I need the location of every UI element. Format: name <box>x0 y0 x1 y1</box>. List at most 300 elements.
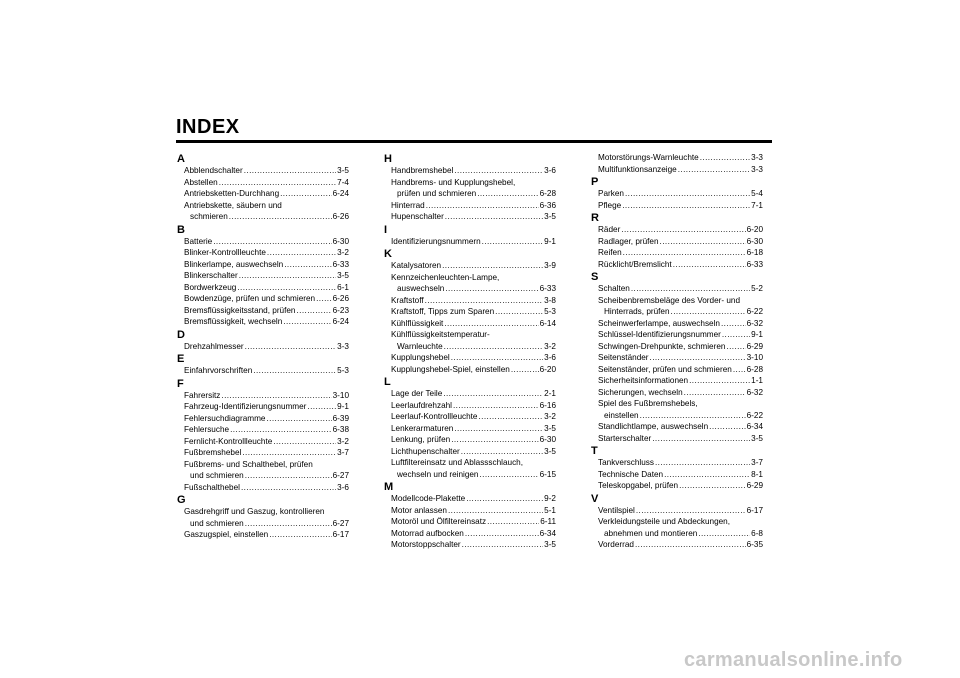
dot-leader <box>640 410 746 422</box>
index-entry-page: 6-30 <box>746 236 763 246</box>
index-letter-heading: R <box>591 212 599 224</box>
index-entry <box>177 413 349 425</box>
dot-leader <box>242 447 336 459</box>
index-entry <box>384 318 556 330</box>
page-title: INDEX <box>176 116 240 138</box>
index-entry-term: Fußschalthebel <box>184 482 240 492</box>
index-entry-page: 6-8 <box>751 528 763 538</box>
index-entry <box>384 341 556 353</box>
index-entry <box>384 539 556 551</box>
index-entry <box>384 236 556 248</box>
dot-leader <box>689 375 750 387</box>
index-entry <box>384 306 556 318</box>
dot-leader <box>621 224 745 236</box>
dot-leader <box>426 200 539 212</box>
dot-leader <box>482 236 544 248</box>
dot-leader <box>284 259 331 271</box>
dot-leader <box>466 493 543 505</box>
dot-leader <box>652 433 750 445</box>
dot-leader <box>245 470 332 482</box>
index-entry-page: 6-17 <box>332 530 349 539</box>
index-entry-page: 3-7 <box>751 458 763 467</box>
index-entry-page: 7-1 <box>751 200 763 210</box>
index-entry-term: Vorderrad <box>598 540 634 549</box>
index-entry-page: 3-10 <box>746 353 763 362</box>
index-letter-heading: B <box>177 223 185 236</box>
index-letter-heading: A <box>177 153 185 165</box>
index-entry-term: Hinterrads, prüfen <box>604 307 670 316</box>
index-entry <box>384 200 556 212</box>
index-entry-page: 3-2 <box>337 248 349 257</box>
index-letter-heading: H <box>384 153 392 165</box>
index-entry-page: 6-17 <box>746 505 763 515</box>
index-entry-term: Motorrad aufbocken <box>391 528 464 538</box>
dot-leader <box>664 469 750 481</box>
dot-leader <box>733 364 746 376</box>
dot-leader <box>443 388 543 400</box>
dot-leader <box>631 283 750 295</box>
index-entry-text: Fußbrems- und Schalthebel, prüfen <box>184 459 313 469</box>
index-entry <box>177 341 349 353</box>
index-entry-term: Batterie <box>184 236 213 246</box>
index-entry-page: 6-36 <box>539 200 556 210</box>
index-entry-text: Verkleidungsteile und Abdeckungen, <box>598 517 731 526</box>
index-entry-page: 6-14 <box>539 318 556 328</box>
dot-leader <box>451 434 538 446</box>
index-entry-page: 3-5 <box>751 433 763 443</box>
dot-leader <box>462 539 544 551</box>
dot-leader <box>623 247 746 259</box>
index-entry-term: Bowdenzüge, prüfen und schmieren <box>184 294 316 303</box>
dot-leader <box>454 165 543 177</box>
index-entry-term: und schmieren <box>190 518 244 528</box>
index-entry-term: Katalysatoren <box>391 261 442 270</box>
dot-leader <box>684 387 746 399</box>
index-column-1 <box>177 152 349 541</box>
index-entry <box>177 165 349 177</box>
dot-leader <box>266 413 331 425</box>
index-entry <box>384 411 556 423</box>
index-entry-term: Fernlicht-Kontrollleuchte <box>184 436 273 446</box>
index-letter-heading: K <box>384 248 392 260</box>
index-entry-term: Schlüssel-Identifizierungsnummer <box>598 330 721 339</box>
dot-leader <box>461 446 543 458</box>
dot-leader <box>673 259 746 271</box>
index-entry-page: 3-5 <box>544 446 556 456</box>
index-entry <box>591 375 763 387</box>
dot-leader <box>478 411 543 423</box>
index-entry <box>591 318 763 330</box>
index-entry-term: prüfen und schmieren <box>397 189 477 198</box>
index-entry-page: 3-7 <box>337 448 349 457</box>
index-entry-page: 6-32 <box>746 387 763 397</box>
dot-leader <box>280 188 331 200</box>
index-entry-term: Fehlersuchdiagramme <box>184 413 266 423</box>
index-entry-term: Bremsflüssigkeit, wechseln <box>184 317 283 326</box>
index-letter-heading: L <box>384 376 391 388</box>
index-entry-term: Multifunktionsanzeige <box>598 164 677 174</box>
index-entry-page: 6-29 <box>746 341 763 351</box>
index-entry <box>591 341 763 353</box>
index-entry <box>384 469 556 481</box>
dot-leader <box>445 283 538 295</box>
dot-leader <box>698 528 750 540</box>
dot-leader <box>726 341 745 353</box>
dot-leader <box>448 505 543 517</box>
index-entry-page: 3-2 <box>544 412 556 421</box>
index-entry-page: 9-1 <box>337 402 349 411</box>
index-entry-page: 6-1 <box>337 282 349 292</box>
index-entry-page: 3-5 <box>544 423 556 433</box>
index-entry-term: Räder <box>598 225 621 234</box>
index-entry <box>384 211 556 223</box>
index-entry-term: Rücklicht/Bremslicht <box>598 259 672 269</box>
index-letter-heading: G <box>177 494 186 506</box>
index-entry-term: Blinkerlampe, auswechseln <box>184 259 284 269</box>
index-entry-text: Luftfiltereinsatz und Ablassschlauch, <box>391 458 523 467</box>
index-entry <box>384 516 556 528</box>
index-entry-page: 3-3 <box>337 341 349 351</box>
index-letter-heading: M <box>384 481 394 493</box>
index-entry-term: Leerlauf-Kontrollleuchte <box>391 412 478 421</box>
index-entry <box>177 247 349 259</box>
index-entry-term: Scheinwerferlampe, auswechseln <box>598 318 720 328</box>
index-entry <box>177 188 349 200</box>
index-entry-page: 6-30 <box>332 236 349 246</box>
index-entry-term: Kupplungshebel-Spiel, einstellen <box>391 364 510 374</box>
index-entry-term: Seitenständer <box>598 353 649 362</box>
index-entry <box>384 388 556 400</box>
index-entry-term: wechseln und reinigen <box>397 469 479 479</box>
index-entry <box>591 329 763 341</box>
index-entry-term: Kühlflüssigkeit <box>391 318 444 328</box>
index-entry-term: Motorstoppschalter <box>391 540 461 549</box>
index-entry <box>384 364 556 376</box>
index-entry-page: 3-8 <box>544 295 556 305</box>
index-entry <box>591 224 763 236</box>
index-entry <box>384 400 556 412</box>
index-entry-text: Spiel des Fußbremshebels, <box>598 399 698 408</box>
index-entry-page: 6-30 <box>539 435 556 444</box>
index-entry <box>591 387 763 399</box>
index-entry-page: 3-6 <box>337 482 349 492</box>
index-entry-term: Kraftstoff, Tipps zum Sparen <box>391 307 495 316</box>
index-entry-page: 6-26 <box>332 294 349 303</box>
index-entry <box>591 306 763 318</box>
dot-leader <box>721 318 746 330</box>
index-entry-page: 6-27 <box>332 518 349 528</box>
index-entry-page: 6-20 <box>746 225 763 234</box>
index-entry-page: 3-5 <box>337 166 349 175</box>
dot-leader <box>495 306 543 318</box>
index-entry <box>384 260 556 272</box>
index-entry <box>591 200 763 212</box>
index-entry <box>177 401 349 413</box>
index-entry-page: 6-34 <box>539 528 556 538</box>
index-entry-term: Fahrersitz <box>184 390 221 400</box>
index-entry <box>591 410 763 422</box>
index-entry <box>591 188 763 200</box>
dot-leader <box>650 352 746 364</box>
index-letter-heading: P <box>591 176 599 188</box>
index-entry-page: 5-2 <box>751 284 763 293</box>
index-entry-term: Einfahrvorschriften <box>184 366 253 375</box>
index-entry-page: 3-10 <box>332 390 349 400</box>
dot-leader <box>479 469 538 481</box>
dot-leader <box>445 211 543 223</box>
index-entry-page: 6-38 <box>332 425 349 434</box>
index-entry-page: 6-24 <box>332 189 349 198</box>
index-entry-page: 6-28 <box>539 189 556 198</box>
index-letter-heading: V <box>591 492 599 505</box>
index-entry-page: 6-28 <box>746 364 763 374</box>
dot-leader <box>709 421 745 433</box>
dot-leader <box>307 401 336 413</box>
index-letter-heading: D <box>177 328 185 341</box>
index-letter-heading: S <box>591 271 599 283</box>
index-entry <box>177 529 349 541</box>
index-entry-page: 6-11 <box>540 517 556 526</box>
index-entry <box>591 259 763 271</box>
index-entry-text: Antriebskette, säubern und <box>184 200 282 210</box>
index-entry-term: Bordwerkzeug <box>184 282 237 292</box>
index-entry-text: Kühlflüssigkeitstemperatur- <box>391 330 490 339</box>
index-entry-term: Motor anlassen <box>391 505 447 515</box>
index-letter-heading: F <box>177 377 184 390</box>
index-entry-term: einstellen <box>604 410 639 420</box>
dot-leader <box>297 305 332 317</box>
index-entry-term: Schalten <box>598 284 630 293</box>
index-entry <box>591 505 763 517</box>
index-entry-term: Kraftstoff <box>391 295 424 305</box>
dot-leader <box>213 236 331 248</box>
index-entry-page: 9-1 <box>544 236 556 246</box>
index-entry-term: Drehzahlmesser <box>184 341 244 351</box>
index-entry-page: 5-4 <box>751 189 763 198</box>
index-entry <box>591 247 763 259</box>
index-entry-page: 6-32 <box>746 318 763 328</box>
dot-leader <box>237 282 336 294</box>
index-entry <box>177 282 349 294</box>
index-entry <box>177 470 349 482</box>
dot-leader <box>511 364 539 376</box>
index-entry-page: 5-3 <box>337 366 349 375</box>
dot-leader <box>316 293 332 305</box>
watermark: carmanualsonline.info <box>684 649 903 671</box>
index-entry <box>591 283 763 295</box>
index-entry <box>384 283 556 295</box>
dot-leader <box>660 236 746 248</box>
index-entry-term: Leerlaufdrehzahl <box>391 400 452 410</box>
index-entry <box>384 528 556 540</box>
index-entry-term: Lenkerarmaturen <box>391 423 454 433</box>
index-entry-text: Handbrems- und Kupplungshebel, <box>391 177 516 187</box>
dot-leader <box>444 318 538 330</box>
index-entry-term: Fehlersuche <box>184 425 230 434</box>
index-entry-page: 6-39 <box>332 413 349 423</box>
index-entry-term: Identifizierungsnummern <box>391 236 481 246</box>
index-entry-term: Sicherungen, wechseln <box>598 387 683 397</box>
dot-leader <box>244 165 336 177</box>
index-entry-page: 7-4 <box>337 177 349 187</box>
index-entry <box>177 293 349 305</box>
index-entry <box>384 165 556 177</box>
index-entry <box>384 446 556 458</box>
index-entry-term: Lage der Teile <box>391 389 443 398</box>
index-entry-page: 6-22 <box>746 307 763 316</box>
index-entry-term: Lichthupenschalter <box>391 446 460 456</box>
index-entry <box>177 177 349 189</box>
dot-leader <box>625 188 750 200</box>
index-entry-term: Modellcode-Plakette <box>391 494 466 503</box>
dot-leader <box>219 177 336 189</box>
dot-leader <box>283 316 331 328</box>
index-entry-term: Antriebsketten-Durchhang <box>184 189 280 198</box>
index-entry-page: 6-16 <box>539 400 556 410</box>
index-entry-term: Fußbremshebel <box>184 448 242 457</box>
index-entry <box>591 352 763 364</box>
dot-leader <box>442 260 543 272</box>
index-entry-page: 5-1 <box>544 505 556 515</box>
dot-leader <box>269 529 331 541</box>
index-entry-text: Scheibenbremsbeläge des Vorder- und <box>598 295 741 305</box>
index-entry-term: und schmieren <box>190 471 244 480</box>
index-entry <box>384 188 556 200</box>
index-entry <box>177 259 349 271</box>
index-entry <box>177 305 349 317</box>
index-entry-page: 6-34 <box>746 422 763 431</box>
index-entry-term: Hinterrad <box>391 200 425 210</box>
index-entry-term: Pflege <box>598 200 622 210</box>
index-entry-page: 6-18 <box>746 248 763 257</box>
index-entry-page: 6-27 <box>332 471 349 480</box>
index-entry <box>177 365 349 377</box>
dot-leader <box>273 436 336 448</box>
index-entry-term: Teleskopgabel, prüfen <box>598 481 679 490</box>
index-entry <box>591 421 763 433</box>
index-column-3 <box>591 152 763 551</box>
index-entry-page: 1-1 <box>751 376 763 385</box>
index-entry-term: Bremsflüssigkeitsstand, prüfen <box>184 305 296 315</box>
dot-leader <box>635 539 746 551</box>
index-letter-heading: I <box>384 223 388 236</box>
dot-leader <box>253 365 336 377</box>
dot-leader <box>465 528 539 540</box>
index-entry-page: 6-33 <box>746 259 763 269</box>
index-entry-page: 6-33 <box>332 259 349 269</box>
dot-leader <box>239 270 336 282</box>
index-entry-text: Gasdrehgriff und Gaszug, kontrollieren <box>184 507 325 516</box>
index-entry-page: 6-15 <box>539 469 556 479</box>
index-column-2 <box>384 152 556 551</box>
index-entry <box>384 434 556 446</box>
index-entry-page: 3-9 <box>544 261 556 270</box>
dot-leader <box>477 188 538 200</box>
index-entry-term: Hupenschalter <box>391 212 444 221</box>
index-entry-term: Abblendschalter <box>184 166 243 175</box>
dot-leader <box>655 457 750 469</box>
dot-leader <box>230 424 332 436</box>
index-entry-term: Reifen <box>598 248 622 257</box>
index-entry <box>177 270 349 282</box>
index-entry <box>177 518 349 530</box>
index-entry <box>591 433 763 445</box>
index-entry-term: Blinkerschalter <box>184 271 238 280</box>
dot-leader <box>487 516 539 528</box>
index-entry-term: Standlichtlampe, auswechseln <box>598 422 709 431</box>
index-entry-term: Lenkung, prüfen <box>391 435 451 444</box>
index-entry <box>591 469 763 481</box>
index-entry-page: 6-35 <box>746 540 763 549</box>
index-entry-page: 3-3 <box>751 164 763 174</box>
index-letter-heading: E <box>177 353 185 365</box>
index-entry-term: Sicherheitsinformationen <box>598 376 689 385</box>
index-entry <box>591 539 763 551</box>
index-entry <box>384 505 556 517</box>
dot-leader <box>679 480 745 492</box>
index-entry-term: Technische Daten <box>598 469 664 479</box>
index-entry-term: Starterschalter <box>598 433 652 443</box>
index-entry-text: Kennzeichenleuchten-Lampe, <box>391 272 500 282</box>
index-entry-page: 6-20 <box>539 364 556 374</box>
index-entry-term: abnehmen und montieren <box>604 528 698 538</box>
index-entry-page: 3-6 <box>544 353 556 362</box>
dot-leader <box>678 164 750 176</box>
index-entry-page: 8-1 <box>751 469 763 479</box>
index-entry <box>177 447 349 459</box>
index-entry <box>384 493 556 505</box>
dot-leader <box>722 329 750 341</box>
index-entry <box>591 457 763 469</box>
dot-leader <box>221 390 331 402</box>
index-entry <box>384 423 556 435</box>
index-entry-term: Parken <box>598 189 624 198</box>
index-entry-page: 6-22 <box>746 410 763 420</box>
index-entry-term: Motorstörungs-Warnleuchte <box>598 153 699 162</box>
dot-leader <box>241 482 336 494</box>
index-entry <box>177 482 349 494</box>
index-entry-term: Tankverschluss <box>598 458 654 467</box>
index-entry <box>177 211 349 223</box>
index-entry <box>591 528 763 540</box>
dot-leader <box>636 505 746 517</box>
index-entry <box>177 316 349 328</box>
index-entry-page: 6-23 <box>332 305 349 315</box>
dot-leader <box>425 295 544 307</box>
index-entry-page: 3-3 <box>751 153 763 162</box>
index-entry <box>177 390 349 402</box>
index-entry <box>177 236 349 248</box>
index-entry-page: 6-24 <box>332 317 349 326</box>
index-entry-term: Radlager, prüfen <box>598 236 659 246</box>
index-entry-page: 3-5 <box>544 212 556 221</box>
dot-leader <box>622 200 750 212</box>
index-entry-term: Abstellen <box>184 177 218 187</box>
index-entry-page: 6-29 <box>746 481 763 490</box>
dot-leader <box>444 341 543 353</box>
index-entry-term: Blinker-Kontrollleuchte <box>184 248 266 257</box>
dot-leader <box>671 306 746 318</box>
index-entry <box>384 352 556 364</box>
dot-leader <box>267 247 336 259</box>
index-entry-page: 3-5 <box>337 271 349 280</box>
index-entry-term: Gaszugspiel, einstellen <box>184 530 269 539</box>
index-entry <box>591 236 763 248</box>
index-entry <box>591 480 763 492</box>
dot-leader <box>245 518 332 530</box>
index-entry-term: auswechseln <box>397 284 445 293</box>
index-entry-term: Handbremshebel <box>391 166 454 175</box>
